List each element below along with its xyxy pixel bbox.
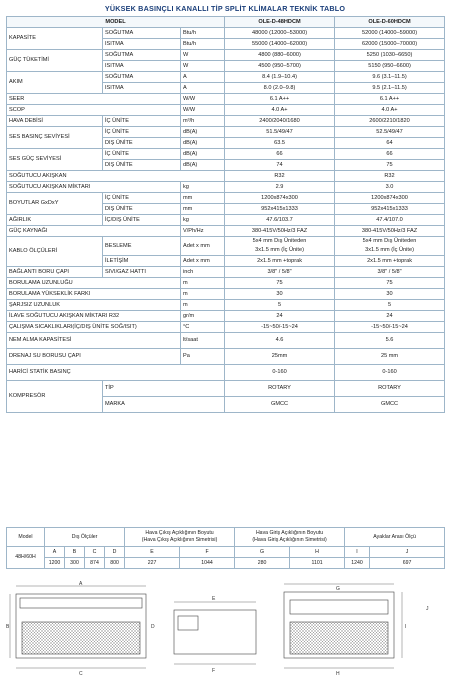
- value-cell: 1200x874x300: [225, 193, 335, 204]
- table-row: [7, 267, 445, 278]
- value-line: 3x1.5 mm (İç Ünite): [255, 247, 304, 253]
- value-cell: 380-415V/50Hz/3 FAZ: [335, 226, 445, 237]
- value-cell: 2.9: [225, 182, 335, 193]
- dim-value: 300: [65, 558, 85, 569]
- table-row: [7, 28, 445, 39]
- value-cell: 66: [225, 149, 335, 160]
- table-row: [7, 365, 445, 381]
- sub-label: DIŞ ÜNİTE: [103, 204, 181, 215]
- table-row: [7, 215, 445, 226]
- value-cell: 4800 (880–6000): [225, 50, 335, 61]
- value-cell: 0-160: [335, 365, 445, 381]
- dim-model-header: Model: [7, 528, 45, 547]
- sub-label: TİP: [103, 381, 225, 397]
- value-cell: ROTARY: [225, 381, 335, 397]
- value-cell: 0-160: [225, 365, 335, 381]
- unit-cell: °C: [181, 322, 225, 333]
- value-cell: 5.6: [335, 333, 445, 349]
- value-cell: 25mm: [225, 349, 335, 365]
- dim-value: 697: [370, 558, 445, 569]
- sub-label: SOĞUTMA: [103, 72, 181, 83]
- unit-cell: A: [181, 72, 225, 83]
- value-line: 3x1.5 mm (İç Ünite): [365, 247, 414, 253]
- dim-inlet-line2: (Hava Giriş Açıklığının Simetrisi): [252, 537, 327, 543]
- unit-cell: dB(A): [181, 160, 225, 171]
- table-row: [7, 94, 445, 105]
- dim-letter: G: [235, 547, 290, 558]
- sub-label: MARKA: [103, 397, 225, 413]
- dim-letter-row: [7, 547, 445, 558]
- value-cell: 6.1 A++: [225, 94, 335, 105]
- value-cell: 52.5/49/47: [335, 127, 445, 138]
- table-row: [7, 171, 445, 182]
- row-label: BORULAMA UZUNLUĞU: [7, 278, 181, 289]
- dim-letter: I: [345, 547, 370, 558]
- value-cell: 3.0: [335, 182, 445, 193]
- value-cell: 8.0 (2.0–9.8): [225, 83, 335, 94]
- sub-label: İÇ ÜNİTE: [103, 116, 181, 127]
- value-cell: 9.5 (2.1–11.5): [335, 83, 445, 94]
- dimension-table: [6, 527, 445, 569]
- table-row: [7, 116, 445, 127]
- dim-inlet-header: [235, 528, 345, 547]
- value-cell: -15~50/-15~24: [225, 322, 335, 333]
- dim-letter: E: [125, 547, 180, 558]
- table-row: [7, 278, 445, 289]
- unit-cell: V/Ph/Hz: [181, 226, 225, 237]
- sub-label: SIVI/GAZ HATTI: [103, 267, 181, 278]
- dim-label-b: B: [6, 624, 10, 630]
- dim-value: 1200: [45, 558, 65, 569]
- row-label: HAVA DEBİSİ: [7, 116, 103, 127]
- dim-label-d: D: [151, 624, 155, 630]
- value-cell: 30: [335, 289, 445, 300]
- row-label: SCOP: [7, 105, 181, 116]
- unit-cell: W: [181, 50, 225, 61]
- table-row: [7, 381, 445, 397]
- dim-label-j: J: [426, 606, 429, 612]
- value-cell: 5: [225, 300, 335, 311]
- dim-label-c: C: [79, 671, 83, 676]
- dim-feet-header: Ayaklar Arası Ölçü: [345, 528, 445, 547]
- dim-letter: C: [85, 547, 105, 558]
- unit-cell: m: [181, 278, 225, 289]
- unit-cell: W/W: [181, 105, 225, 116]
- row-label: BOYUTLAR GxDxY: [7, 193, 103, 215]
- sub-label: İÇ/DIŞ ÜNİTE: [103, 215, 181, 226]
- value-cell: 4.0 A+: [225, 105, 335, 116]
- value-cell: 24: [335, 311, 445, 322]
- unit-cell: Pa: [181, 349, 225, 365]
- page-title: YÜKSEK BASINÇLI KANALLI TİP SPLİT KLİMALAR TEKNİK TABLO: [104, 4, 346, 13]
- model-header: MODEL: [7, 17, 225, 28]
- top-view-drawing: [284, 584, 402, 668]
- value-cell: 4.0 A+: [335, 105, 445, 116]
- sub-label: ISITMA: [103, 61, 181, 72]
- row-label: HARİCİ STATİK BASINÇ: [7, 365, 225, 381]
- value-cell: 51.5/49/47: [225, 127, 335, 138]
- unit-cell: W: [181, 61, 225, 72]
- unit-cell: dB(A): [181, 149, 225, 160]
- dim-value: 1240: [345, 558, 370, 569]
- unit-cell: m³/h: [181, 116, 225, 127]
- dim-label-f: F: [212, 668, 216, 674]
- row-label: KABLO ÖLÇÜLERİ: [7, 237, 103, 267]
- table-row: [7, 182, 445, 193]
- value-cell: 5: [335, 300, 445, 311]
- dim-value: 280: [235, 558, 290, 569]
- value-cell: 48000 (12000–53000): [225, 28, 335, 39]
- unit-cell: mm: [181, 204, 225, 215]
- front-view-drawing: [10, 586, 146, 668]
- unit-cell: A: [181, 83, 225, 94]
- sub-label: DIŞ ÜNİTE: [103, 160, 181, 171]
- value-line: 5x4 mm Dış Üniteden: [252, 238, 307, 244]
- table-row: [7, 322, 445, 333]
- value-cell: 380-415V/50Hz/3 FAZ: [225, 226, 335, 237]
- row-label: İLAVE SOĞUTUCU AKIŞKAN MİKTARI R32: [7, 311, 181, 322]
- value-cell: 952x415x1333: [225, 204, 335, 215]
- row-label: BAĞLANTI BORU ÇAPI: [7, 267, 103, 278]
- dim-letter: H: [290, 547, 345, 558]
- unit-cell: W/W: [181, 94, 225, 105]
- value-cell: 64: [335, 138, 445, 149]
- dim-value: 227: [125, 558, 180, 569]
- value-cell: 3/8" / 5/8": [335, 267, 445, 278]
- value-line: 5x4 mm Dış Üniteden: [362, 238, 417, 244]
- unit-cell: Adet x mm: [181, 256, 225, 267]
- sub-label: ISITMA: [103, 39, 181, 50]
- unit-cell: dB(A): [181, 127, 225, 138]
- sub-label: İÇ ÜNİTE: [103, 193, 181, 204]
- dim-label-h: H: [336, 671, 340, 676]
- value-cell: 952x415x1333: [335, 204, 445, 215]
- table-row: [7, 226, 445, 237]
- value-cell: R32: [225, 171, 335, 182]
- value-cell: 6.1 A++: [335, 94, 445, 105]
- sub-label: BESLEME: [103, 237, 181, 256]
- unit-cell: m: [181, 300, 225, 311]
- dim-inlet-line1: Hava Giriş Açıklığının Boyutu: [255, 530, 324, 536]
- value-cell: 62000 (15000–70000): [335, 39, 445, 50]
- value-cell: [225, 237, 335, 256]
- value-cell: 75: [335, 160, 445, 171]
- row-label: DRENAJ SU BORUSU ÇAPI: [7, 349, 181, 365]
- value-cell: GMCC: [335, 397, 445, 413]
- table-row: [7, 105, 445, 116]
- value-cell: 5150 (950–6600): [335, 61, 445, 72]
- row-label: AĞIRLIK: [7, 215, 103, 226]
- dim-outlet-line1: Hava Çıkış Açıklığının Boyutu: [145, 530, 214, 536]
- unit-cell: kg: [181, 215, 225, 226]
- sub-label: İÇ ÜNİTE: [103, 149, 181, 160]
- sub-label: DIŞ ÜNİTE: [103, 138, 181, 149]
- side-view-drawing: [174, 602, 256, 664]
- value-cell: 2x1.5 mm +toprak: [335, 256, 445, 267]
- value-cell: 75: [335, 278, 445, 289]
- sub-label: İÇ ÜNİTE: [103, 127, 181, 138]
- value-cell: 8.4 (1.9–10.4): [225, 72, 335, 83]
- dim-letter: A: [45, 547, 65, 558]
- value-cell: GMCC: [225, 397, 335, 413]
- value-cell: 2x1.5 mm +toprak: [225, 256, 335, 267]
- unit-cell: Btu/h: [181, 39, 225, 50]
- sub-label: İLETİŞİM: [103, 256, 181, 267]
- dim-value: 1044: [180, 558, 235, 569]
- table-row: [7, 72, 445, 83]
- unit-cell: kg: [181, 182, 225, 193]
- row-label: ÇALIŞMA SICAKLIKLARI(İÇ/DIŞ ÜNİTE SOĞ/ISIT): [7, 322, 181, 333]
- unit-cell: dB(A): [181, 138, 225, 149]
- value-cell: 47.6/103.7: [225, 215, 335, 226]
- value-cell: 1200x874x300: [335, 193, 445, 204]
- dim-letter: D: [105, 547, 125, 558]
- dim-label-e: E: [212, 596, 216, 602]
- model-1-header: OLE-D-48HDCM: [225, 17, 335, 28]
- table-row: [7, 300, 445, 311]
- table-row: [7, 127, 445, 138]
- row-label: BORULAMA YÜKSEKLİK FARKI: [7, 289, 181, 300]
- value-cell: 47.4/107.0: [335, 215, 445, 226]
- dim-header-row: [7, 528, 445, 547]
- unit-cell: m: [181, 289, 225, 300]
- value-cell: 55000 (14000–62000): [225, 39, 335, 50]
- sub-label: SOĞUTMA: [103, 50, 181, 61]
- value-cell: [335, 237, 445, 256]
- row-label: GÜÇ KAYNAĞI: [7, 226, 181, 237]
- value-cell: 52000 (14000–59000): [335, 28, 445, 39]
- row-label: KOMPRESÖR: [7, 381, 103, 413]
- value-cell: 30: [225, 289, 335, 300]
- value-cell: 66: [335, 149, 445, 160]
- unit-cell: lt/saat: [181, 333, 225, 349]
- value-cell: 2400/2040/1680: [225, 116, 335, 127]
- value-cell: 63.5: [225, 138, 335, 149]
- value-cell: 25 mm: [335, 349, 445, 365]
- dim-value: 800: [105, 558, 125, 569]
- value-cell: 5250 (1030–6650): [335, 50, 445, 61]
- dim-model-cell: 48H/60H: [7, 547, 45, 569]
- value-cell: ROTARY: [335, 381, 445, 397]
- value-cell: 2600/2210/1820: [335, 116, 445, 127]
- technical-drawings: [6, 580, 444, 676]
- dim-label-i: I: [405, 624, 407, 630]
- table-row: [7, 349, 445, 365]
- value-cell: 75: [225, 278, 335, 289]
- row-label: AKIM: [7, 72, 103, 94]
- header-row: [7, 17, 445, 28]
- table-row: [7, 289, 445, 300]
- unit-cell: inch: [181, 267, 225, 278]
- unit-cell: gr/m: [181, 311, 225, 322]
- dim-outlet-header: [125, 528, 235, 547]
- value-cell: 3/8" / 5/8": [225, 267, 335, 278]
- unit-cell: Adet x mm: [181, 237, 225, 256]
- row-label: KAPASİTE: [7, 28, 103, 50]
- table-row: [7, 50, 445, 61]
- value-cell: 24: [225, 311, 335, 322]
- table-row: [7, 149, 445, 160]
- dim-outlet-line2: (Hava Çıkış Açıklığının Simetrisi): [141, 537, 218, 543]
- unit-cell: mm: [181, 193, 225, 204]
- dim-label-g: G: [336, 586, 340, 592]
- spec-table: [6, 16, 445, 413]
- row-label: NEM ALMA KAPASİTESİ: [7, 333, 181, 349]
- dim-letter: J: [370, 547, 445, 558]
- row-label: SES BASINÇ SEVİYESİ: [7, 127, 103, 149]
- table-row: [7, 237, 445, 256]
- value-cell: R32: [335, 171, 445, 182]
- dim-value-row: [7, 558, 445, 569]
- dim-letter: F: [180, 547, 235, 558]
- row-label: GÜÇ TÜKETİMİ: [7, 50, 103, 72]
- row-label: SOĞUTUCU AKIŞKAN: [7, 171, 225, 182]
- value-cell: 4.6: [225, 333, 335, 349]
- dim-letter: B: [65, 547, 85, 558]
- dim-label-a: A: [79, 581, 83, 587]
- row-label: SES GÜÇ SEVİYESİ: [7, 149, 103, 171]
- sub-label: SOĞUTMA: [103, 28, 181, 39]
- row-label: ŞARJSIZ UZUNLUK: [7, 300, 181, 311]
- value-cell: 74: [225, 160, 335, 171]
- row-label: SOĞUTUCU AKIŞKAN MİKTARI: [7, 182, 181, 193]
- sub-label: ISITMA: [103, 83, 181, 94]
- value-cell: -15~50/-15~24: [335, 322, 445, 333]
- table-row: [7, 333, 445, 349]
- model-2-header: OLE-D-60HDCM: [335, 17, 445, 28]
- dim-value: 1101: [290, 558, 345, 569]
- dim-value: 874: [85, 558, 105, 569]
- row-label: SEER: [7, 94, 181, 105]
- table-row: [7, 193, 445, 204]
- unit-cell: Btu/h: [181, 28, 225, 39]
- value-cell: 9.6 (3.1–11.5): [335, 72, 445, 83]
- value-cell: 4500 (950–5700): [225, 61, 335, 72]
- dim-outer-header: Dış Ölçüler: [45, 528, 125, 547]
- table-row: [7, 311, 445, 322]
